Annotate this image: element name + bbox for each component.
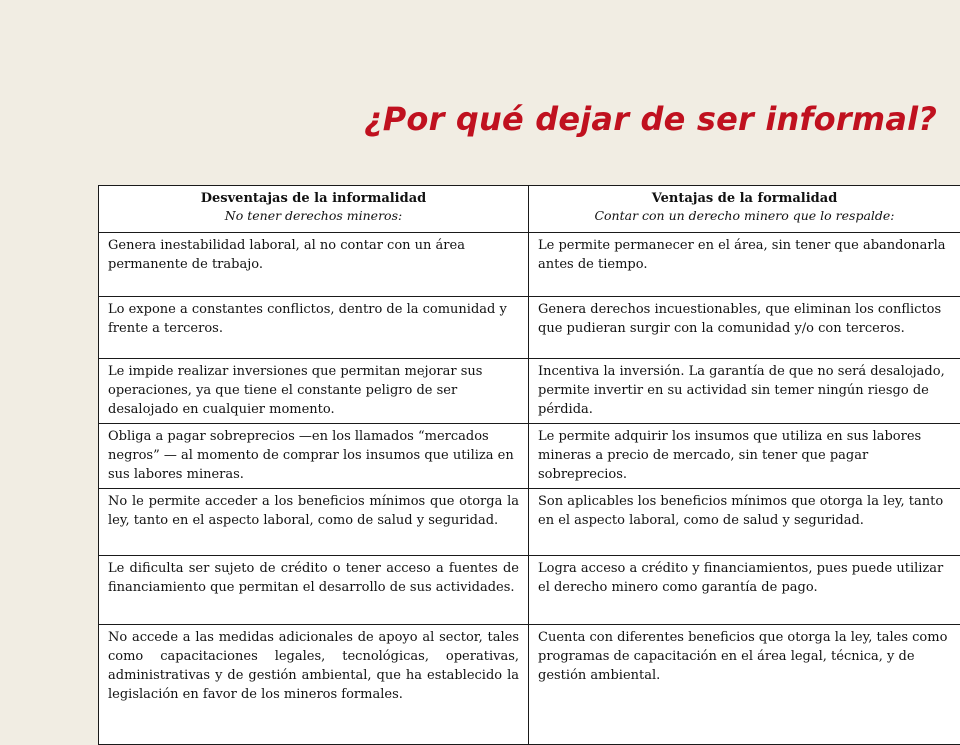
disadvantage-cell: No le permite acceder a los beneficios mínimos que otorga la ley, tanto en el aspecto laboral, como de salud y seguridad.	[99, 489, 529, 556]
table-row	[99, 424, 960, 489]
header-right-title: Ventajas de la formalidad	[538, 190, 951, 207]
comparison-table	[98, 185, 960, 745]
header-left-subtitle: No tener derechos mineros:	[108, 207, 519, 224]
advantage-cell: Le permite permanecer en el área, sin tener que abandonarla antes de tiempo.	[529, 233, 960, 297]
disadvantage-cell: Obliga a pagar sobreprecios —en los llamados “mercados negros” — al momento de comprar los insumos que utiliza en sus labores mineras.	[99, 424, 529, 489]
table-row	[99, 233, 960, 297]
disadvantage-cell: Le impide realizar inversiones que permitan mejorar sus operaciones, ya que tiene el constante peligro de ser desalojado en cualquier momento.	[99, 359, 529, 424]
slide-title: ¿Por qué dejar de ser informal?	[364, 100, 937, 138]
table-row	[99, 297, 960, 359]
table-row	[99, 556, 960, 625]
advantage-cell: Son aplicables los beneficios mínimos que otorga la ley, tanto en el aspecto laboral, como de salud y seguridad.	[529, 489, 960, 556]
advantage-cell: Le permite adquirir los insumos que utiliza en sus labores mineras a precio de mercado, sin tener que pagar sobreprecios.	[529, 424, 960, 489]
disadvantage-cell: Lo expone a constantes conflictos, dentro de la comunidad y frente a terceros.	[99, 297, 529, 359]
header-cell-left	[99, 186, 529, 233]
header-left-title: Desventajas de la informalidad	[108, 190, 519, 207]
header-right-subtitle: Contar con un derecho minero que lo respalde:	[538, 207, 951, 224]
table-row	[99, 489, 960, 556]
advantage-cell: Genera derechos incuestionables, que eliminan los conflictos que pudieran surgir con la comunidad y/o con terceros.	[529, 297, 960, 359]
advantage-cell: Cuenta con diferentes beneficios que otorga la ley, tales como programas de capacitación en el área legal, técnica, y de gestión ambiental.	[529, 625, 960, 745]
disadvantage-cell: Genera inestabilidad laboral, al no contar con un área permanente de trabajo.	[99, 233, 529, 297]
disadvantage-cell: Le dificulta ser sujeto de crédito o tener acceso a fuentes de financiamiento que permitan el desarrollo de sus actividades.	[99, 556, 529, 625]
advantage-cell: Logra acceso a crédito y financiamientos, pues puede utilizar el derecho minero como garantía de pago.	[529, 556, 960, 625]
table-header-row	[99, 186, 960, 233]
advantage-cell: Incentiva la inversión. La garantía de que no será desalojado, permite invertir en su actividad sin temer ningún riesgo de pérdida.	[529, 359, 960, 424]
disadvantage-cell: No accede a las medidas adicionales de apoyo al sector, tales como capacitaciones legales, tecnológicas, operativas, administrativas y de gestión ambiental, que ha establecido la legislación en favor de los mineros formales.	[99, 625, 529, 745]
header-cell-right	[529, 186, 960, 233]
table-row	[99, 359, 960, 424]
table-row	[99, 625, 960, 745]
